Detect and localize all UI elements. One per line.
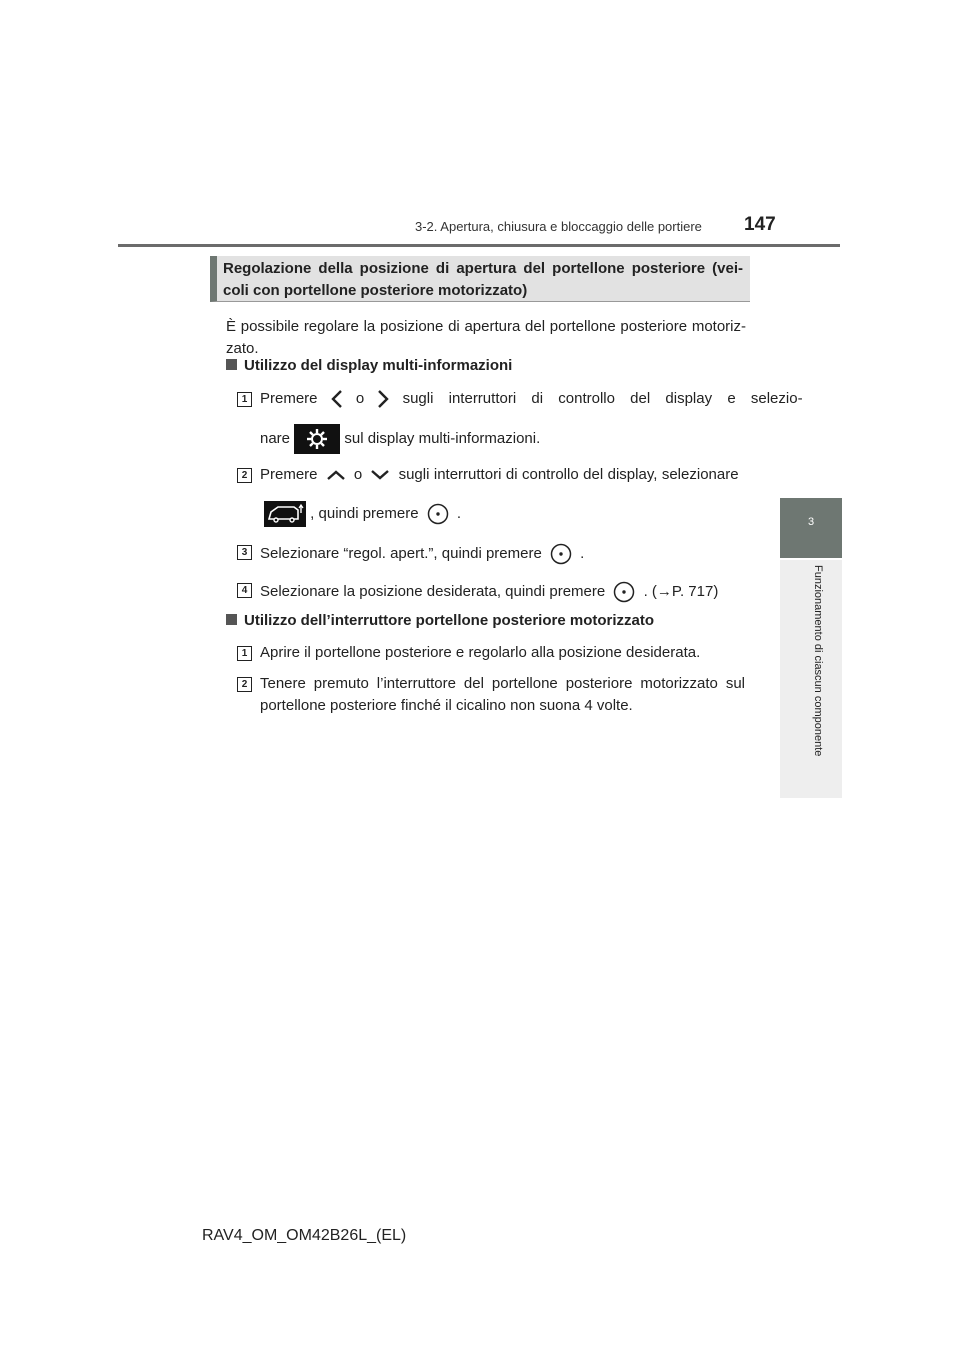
chevron-up-icon: [322, 466, 350, 484]
enter-button-icon: [609, 579, 639, 605]
chapter-number: 3: [807, 516, 815, 528]
section-title: Regolazione della posizione di apertura del portellone posteriore (vei-coli con portellone posteriore motorizzato): [223, 260, 743, 299]
step-number-badge: 1: [237, 646, 252, 661]
switch-step1-text: Aprire il portellone posteriore e regolarlo alla posizione desiderata.: [260, 644, 701, 661]
document-code: RAV4_OM_OM42B26L_(EL): [202, 1227, 407, 1244]
subheading-switch: Utilizzo dell’interruttore portellone posteriore motorizzato: [226, 612, 654, 629]
chevron-right-icon: [368, 388, 398, 410]
chapter-tab: [780, 498, 842, 558]
subheading-display: Utilizzo del display multi-informazioni: [226, 357, 512, 374]
enter-button-icon: [423, 501, 453, 527]
chevron-down-icon: [366, 466, 394, 484]
step1-line1: Premere o sugli interruttori di controllo del display e selezio-: [260, 388, 803, 410]
page-number: 147: [744, 214, 776, 235]
step4-line: Selezionare la posizione desiderata, quindi premere . (→P. 717): [260, 579, 718, 605]
step-number-badge: 1: [237, 392, 252, 407]
step2-line2: , quindi premere .: [264, 501, 461, 527]
enter-button-icon: [546, 541, 576, 567]
step3-line: Selezionare “regol. apert.”, quindi premere .: [260, 541, 584, 567]
header-rule: [118, 244, 840, 247]
step-number-badge: 2: [237, 677, 252, 692]
square-bullet-icon: [226, 614, 237, 625]
section-intro: È possibile regolare la posizione di apertura del portellone posteriore motoriz-zato.: [226, 318, 746, 357]
step-number-badge: 4: [237, 583, 252, 598]
chevron-left-icon: [322, 388, 352, 410]
step-number-badge: 3: [237, 545, 252, 560]
step2-line1: Premere o sugli interruttori di controllo del display, selezionare: [260, 466, 739, 483]
switch-step2-text: Tenere premuto l’interruttore del portellone posteriore motorizzato sul portellone posteriore finché il cicalino non suona 4 volte.: [260, 675, 745, 714]
settings-gear-icon: [294, 424, 340, 454]
step1-line2: nare sul display multi-informazioni.: [260, 424, 540, 454]
header-section-title: 3-2. Apertura, chiusura e bloccaggio delle portiere: [415, 219, 702, 234]
chapter-label: Funzionamento di ciascun componente: [812, 565, 824, 757]
tailgate-icon: [264, 501, 306, 527]
square-bullet-icon: [226, 359, 237, 370]
step-number-badge: 2: [237, 468, 252, 483]
